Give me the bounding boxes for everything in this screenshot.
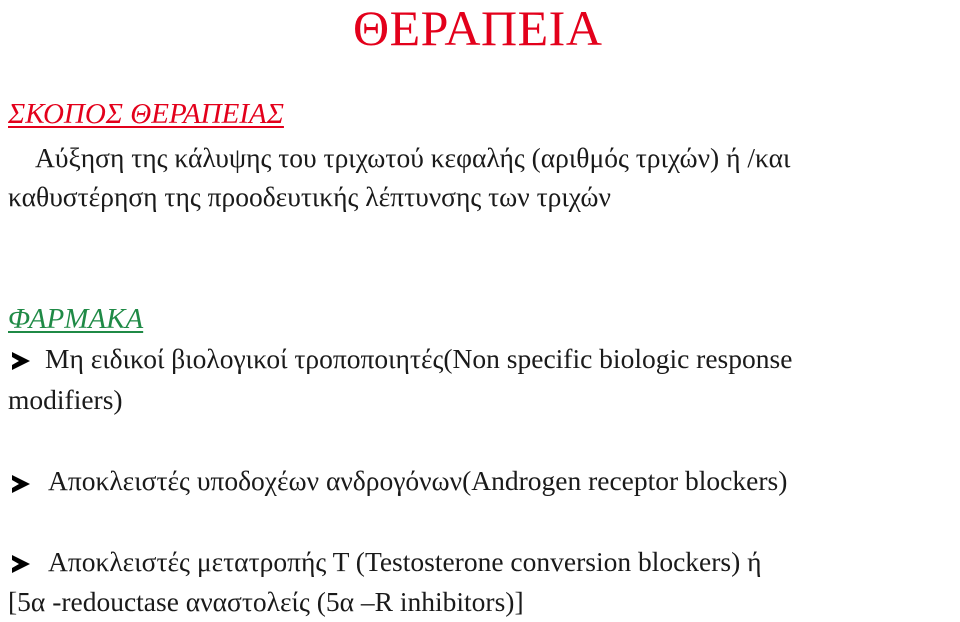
arrow-bullet-icon xyxy=(12,475,30,493)
arrow-bullet-icon xyxy=(12,352,30,370)
drugs-heading: ΦΑΡΜΑΚΑ xyxy=(8,303,144,335)
drug-item-line-1: Αποκλειστές υποδοχέων ανδρογόνων(Androgen receptor blockers) xyxy=(48,465,788,496)
aim-text-line-2: καθυστέρηση της προοδευτικής λέπτυνσης των τριχών xyxy=(8,181,611,212)
drug-item-line-1: Αποκλειστές μετατροπής Τ (Testosterone conversion blockers) ή xyxy=(48,546,762,577)
aim-text-line-1: Αύξηση της κάλυψης του τριχωτού κεφαλής (αριθμός τριχών) ή /και xyxy=(35,142,791,173)
drug-item-line-2: modifiers) xyxy=(8,384,123,415)
drug-item-line-2: [5α -redouctase αναστολείς (5α –R inhibitors)] xyxy=(8,586,524,617)
aim-heading: ΣΚΟΠΟΣ ΘΕΡΑΠΕΙΑΣ xyxy=(8,98,284,130)
drug-item-line-1: Μη ειδικοί βιολογικοί τροποποιητές(Non specific biologic response xyxy=(45,343,793,374)
arrow-bullet-icon xyxy=(12,555,30,573)
page-title: ΘΕΡΑΠΕΙΑ xyxy=(353,0,603,56)
